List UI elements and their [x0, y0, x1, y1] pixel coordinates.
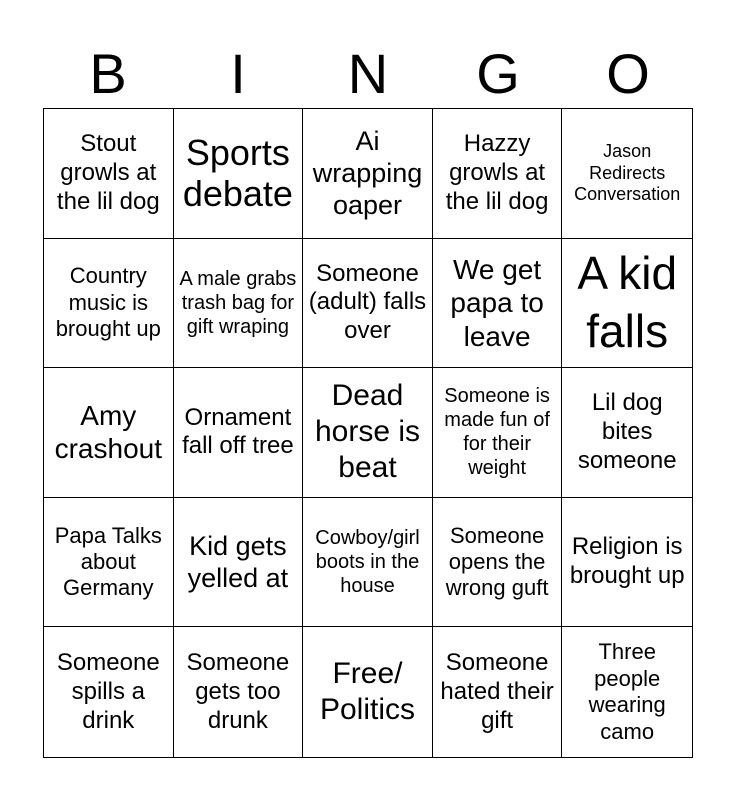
bingo-board [43, 108, 693, 758]
cell-text: Someone opens the wrong guft [445, 522, 549, 601]
cell-text: Hazzy growls at the lil dog [445, 130, 549, 215]
cell-text: Jason Redirects Conversation [574, 140, 681, 205]
bingo-cell[interactable] [433, 239, 563, 369]
cell-text: Country music is brought up [55, 263, 161, 342]
bingo-cell[interactable] [303, 627, 433, 757]
cell-text: Religion is brought up [569, 533, 685, 590]
bingo-cell[interactable] [303, 368, 433, 498]
bingo-cell[interactable] [562, 109, 692, 239]
bingo-cell[interactable] [433, 498, 563, 628]
cell-text: Amy crashout [54, 399, 162, 465]
cell-text: Ornament fall off tree [182, 403, 294, 460]
bingo-cell[interactable] [44, 239, 174, 369]
cell-text: Someone is made fun of for their weight [444, 385, 550, 480]
bingo-cell[interactable] [562, 239, 692, 369]
cell-text: Someone spills a drink [56, 649, 160, 734]
header-letter-g: G [476, 42, 520, 105]
bingo-cell[interactable] [562, 627, 692, 757]
bingo-cell[interactable] [44, 109, 174, 239]
header-letter-i: I [230, 42, 246, 105]
cell-text: A kid falls [577, 247, 678, 357]
bingo-cell[interactable] [562, 498, 692, 628]
cell-text: Cowboy/girl boots in the house [315, 527, 420, 598]
cell-text: Three people wearing camo [588, 639, 666, 744]
header-letter-b: B [89, 42, 127, 105]
bingo-cell[interactable] [174, 498, 304, 628]
bingo-cell[interactable] [303, 109, 433, 239]
bingo-cell[interactable] [174, 368, 304, 498]
cell-text: Ai wrapping oaper [312, 125, 423, 221]
header-letter-n: N [347, 42, 389, 105]
bingo-cell[interactable] [433, 368, 563, 498]
bingo-cell[interactable] [303, 239, 433, 369]
cell-text: Free/ Politics [319, 657, 415, 727]
cell-text: A male grabs trash bag for gift wraping [179, 267, 297, 338]
bingo-cell[interactable] [433, 109, 563, 239]
cell-text: Dead horse is beat [314, 379, 421, 485]
header-letter-o: O [606, 42, 650, 105]
bingo-cell[interactable] [44, 368, 174, 498]
bingo-cell[interactable] [303, 498, 433, 628]
cell-text: Stout growls at the lil dog [56, 130, 160, 215]
cell-text: Kid gets yelled at [187, 530, 289, 594]
bingo-cell[interactable] [174, 239, 304, 369]
bingo-cell[interactable] [562, 368, 692, 498]
cell-text: Someone gets too drunk [186, 649, 290, 734]
bingo-cell[interactable] [174, 627, 304, 757]
bingo-header [43, 40, 693, 108]
bingo-cell[interactable] [174, 109, 304, 239]
cell-text: Lil dog bites someone [577, 389, 677, 474]
bingo-cell[interactable] [44, 627, 174, 757]
cell-text: Someone (adult) falls over [308, 259, 427, 345]
cell-text: Papa Talks about Germany [54, 522, 162, 601]
cell-text: Someone hated their gift [440, 649, 554, 734]
cell-text: Sports debate [182, 131, 293, 215]
bingo-cell[interactable] [433, 627, 563, 757]
cell-text: We get papa to leave [450, 253, 544, 352]
bingo-cell[interactable] [44, 498, 174, 628]
